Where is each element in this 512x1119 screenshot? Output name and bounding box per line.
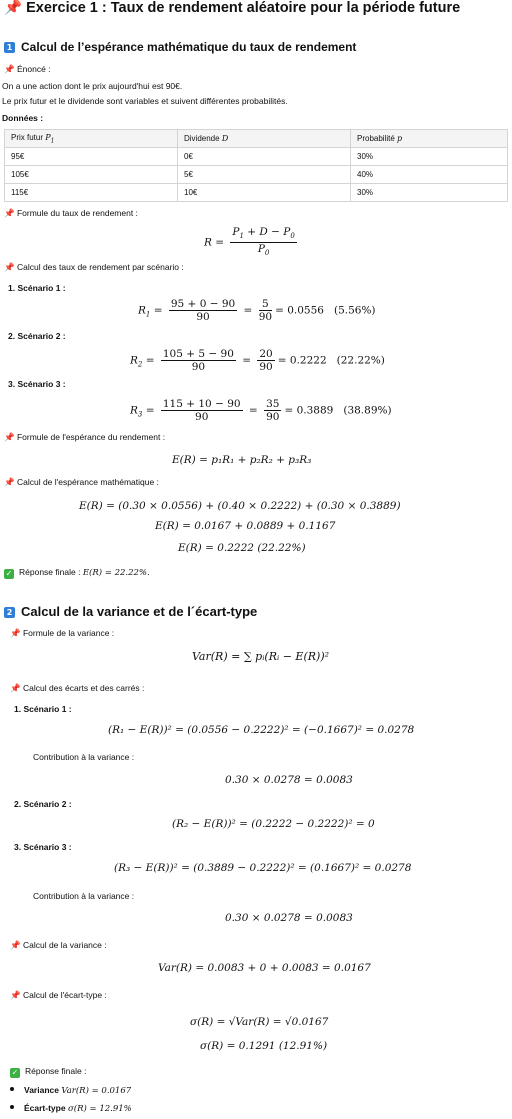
s1-contrib-label: Contribution à la variance : bbox=[33, 752, 135, 762]
pushpin-icon: 📌 bbox=[4, 477, 15, 487]
scenario-1-label: 1. Scénario 1 : bbox=[8, 283, 66, 293]
esp-formula: E(R) = p₁R₁ + p₂R₂ + p₃R₃ bbox=[172, 454, 312, 466]
r1-equation: $R_1$ = $\frac{95 + 0 - 90}{90}$ = $\frac{5}{90}$ = 0.0556 (5.56%) bbox=[138, 298, 376, 323]
sd-line-1: σ(R) = √Var(R) = √0.0167 bbox=[190, 1016, 329, 1028]
table-row: 105€ 5€ 40% bbox=[5, 166, 508, 184]
scenario-2-label: 2. Scénario 2 : bbox=[8, 331, 66, 341]
var-formula: Var(R) = ∑ pᵢ(Rᵢ − E(R))² bbox=[192, 650, 330, 663]
table-row: 115€ 10€ 30% bbox=[5, 184, 508, 202]
keycap-number-icon: 1 bbox=[4, 42, 15, 53]
scenarios-label: 📌 Calcul des taux de rendement par scénario : bbox=[4, 262, 184, 272]
pushpin-icon: 📌 bbox=[10, 940, 21, 950]
s2-label: 2. Scénario 2 : bbox=[14, 799, 72, 809]
var-formula-label: 📌 Formule de la variance : bbox=[10, 628, 115, 638]
pushpin-icon: 📌 bbox=[4, 208, 15, 218]
final-answer-2-label: ✓ Réponse finale : bbox=[11, 1066, 87, 1077]
table-header-row bbox=[5, 130, 508, 148]
formula-label: 📌 Formule du taux de rendement : bbox=[4, 208, 138, 218]
data-table bbox=[4, 129, 508, 202]
pushpin-icon: 📌 bbox=[4, 262, 15, 272]
check-mark-icon: ✓ bbox=[5, 569, 13, 578]
bullet-ecart-type: Écart-type σ(R) = 12.91% bbox=[10, 1103, 132, 1114]
esp-line-3: E(R) = 0.2222 (22.22%) bbox=[178, 542, 306, 554]
enonce-line-2: Le prix futur et le dividende sont variables et suivent différentes probabilités. bbox=[2, 96, 288, 106]
keycap-number-icon: 2 bbox=[4, 607, 15, 618]
r2-equation: $R_2$ = $\frac{105 + 5 - 90}{90}$ = $\frac{20}{90}$ = 0.2222 (22.22%) bbox=[130, 348, 385, 373]
s3-contrib-label: Contribution à la variance : bbox=[33, 891, 135, 901]
s1-equation: (R₁ − E(R))² = (0.0556 − 0.2222)² = (−0.1667)² = 0.0278 bbox=[108, 724, 415, 736]
enonce-label: 📌 Énoncé : bbox=[4, 64, 51, 74]
section-1-heading: 1 Calcul de l’espérance mathématique du taux de rendement bbox=[4, 40, 356, 54]
s1-label: 1. Scénario 1 : bbox=[14, 704, 72, 714]
bullet-variance: Variance Var(R) = 0.0167 bbox=[10, 1085, 131, 1096]
s3-label: 3. Scénario 3 : bbox=[14, 842, 72, 852]
s3-contrib: 0.30 × 0.0278 = 0.0083 bbox=[225, 912, 353, 924]
page-title: 📌 Exercice 1 : Taux de rendement aléatoire pour la période future bbox=[4, 0, 461, 16]
esp-calc-label: 📌 Calcul de l'espérance mathématique : bbox=[4, 477, 159, 487]
pushpin-icon: 📌 bbox=[4, 432, 15, 442]
pushpin-icon: 📌 bbox=[10, 628, 21, 638]
enonce-line-1: On a une action dont le prix aujourd'hui est 90€. bbox=[2, 81, 183, 91]
pushpin-icon: 📌 bbox=[4, 64, 15, 74]
final-answer-1: ✓ Réponse finale : E(R) = 22.22%. bbox=[5, 567, 150, 578]
bullet-icon bbox=[10, 1105, 14, 1109]
check-mark-icon: ✓ bbox=[11, 1068, 19, 1077]
table-header: Prix futur $P_1$ bbox=[5, 130, 178, 148]
scenario-3-label: 3. Scénario 3 : bbox=[8, 379, 66, 389]
table-row: 95€ 0€ 30% bbox=[5, 148, 508, 166]
esp-line-2: E(R) = 0.0167 + 0.0889 + 0.1167 bbox=[155, 520, 336, 532]
sd-line-2: σ(R) = 0.1291 (12.91%) bbox=[200, 1040, 328, 1052]
s3-equation: (R₃ − E(R))² = (0.3889 − 0.2222)² = (0.1667)² = 0.0278 bbox=[114, 862, 412, 874]
ecarts-label: 📌 Calcul des écarts et des carrés : bbox=[10, 683, 145, 693]
r3-equation: $R_3$ = $\frac{115 + 10 - 90}{90}$ = $\frac{35}{90}$ = 0.3889 (38.89%) bbox=[130, 398, 392, 423]
pushpin-icon: 📌 bbox=[10, 683, 21, 693]
return-formula: R = $\frac{P_1 + D - P_0}{P_0}$ bbox=[204, 226, 295, 258]
esp-formula-label: 📌 Formule de l'espérance du rendement : bbox=[4, 432, 166, 442]
pushpin-icon: 📌 bbox=[4, 0, 23, 16]
var-calc-label: 📌 Calcul de la variance : bbox=[10, 940, 107, 950]
table-header: Dividende D bbox=[178, 130, 351, 148]
donnees-label: Données : bbox=[2, 113, 44, 123]
s2-equation: (R₂ − E(R))² = (0.2222 − 0.2222)² = 0 bbox=[172, 818, 375, 830]
esp-line-1: E(R) = (0.30 × 0.0556) + (0.40 × 0.2222) + (0.30 × 0.3889) bbox=[79, 500, 401, 512]
section-2-heading: 2 Calcul de la variance et de l´écart-type bbox=[4, 604, 257, 619]
pushpin-icon: 📌 bbox=[10, 990, 21, 1000]
table-header: Probabilité p bbox=[351, 130, 508, 148]
bullet-icon bbox=[10, 1087, 14, 1091]
var-calc: Var(R) = 0.0083 + 0 + 0.0083 = 0.0167 bbox=[158, 962, 371, 974]
sd-calc-label: 📌 Calcul de l'écart-type : bbox=[10, 990, 107, 1000]
s1-contrib: 0.30 × 0.0278 = 0.0083 bbox=[225, 774, 353, 786]
